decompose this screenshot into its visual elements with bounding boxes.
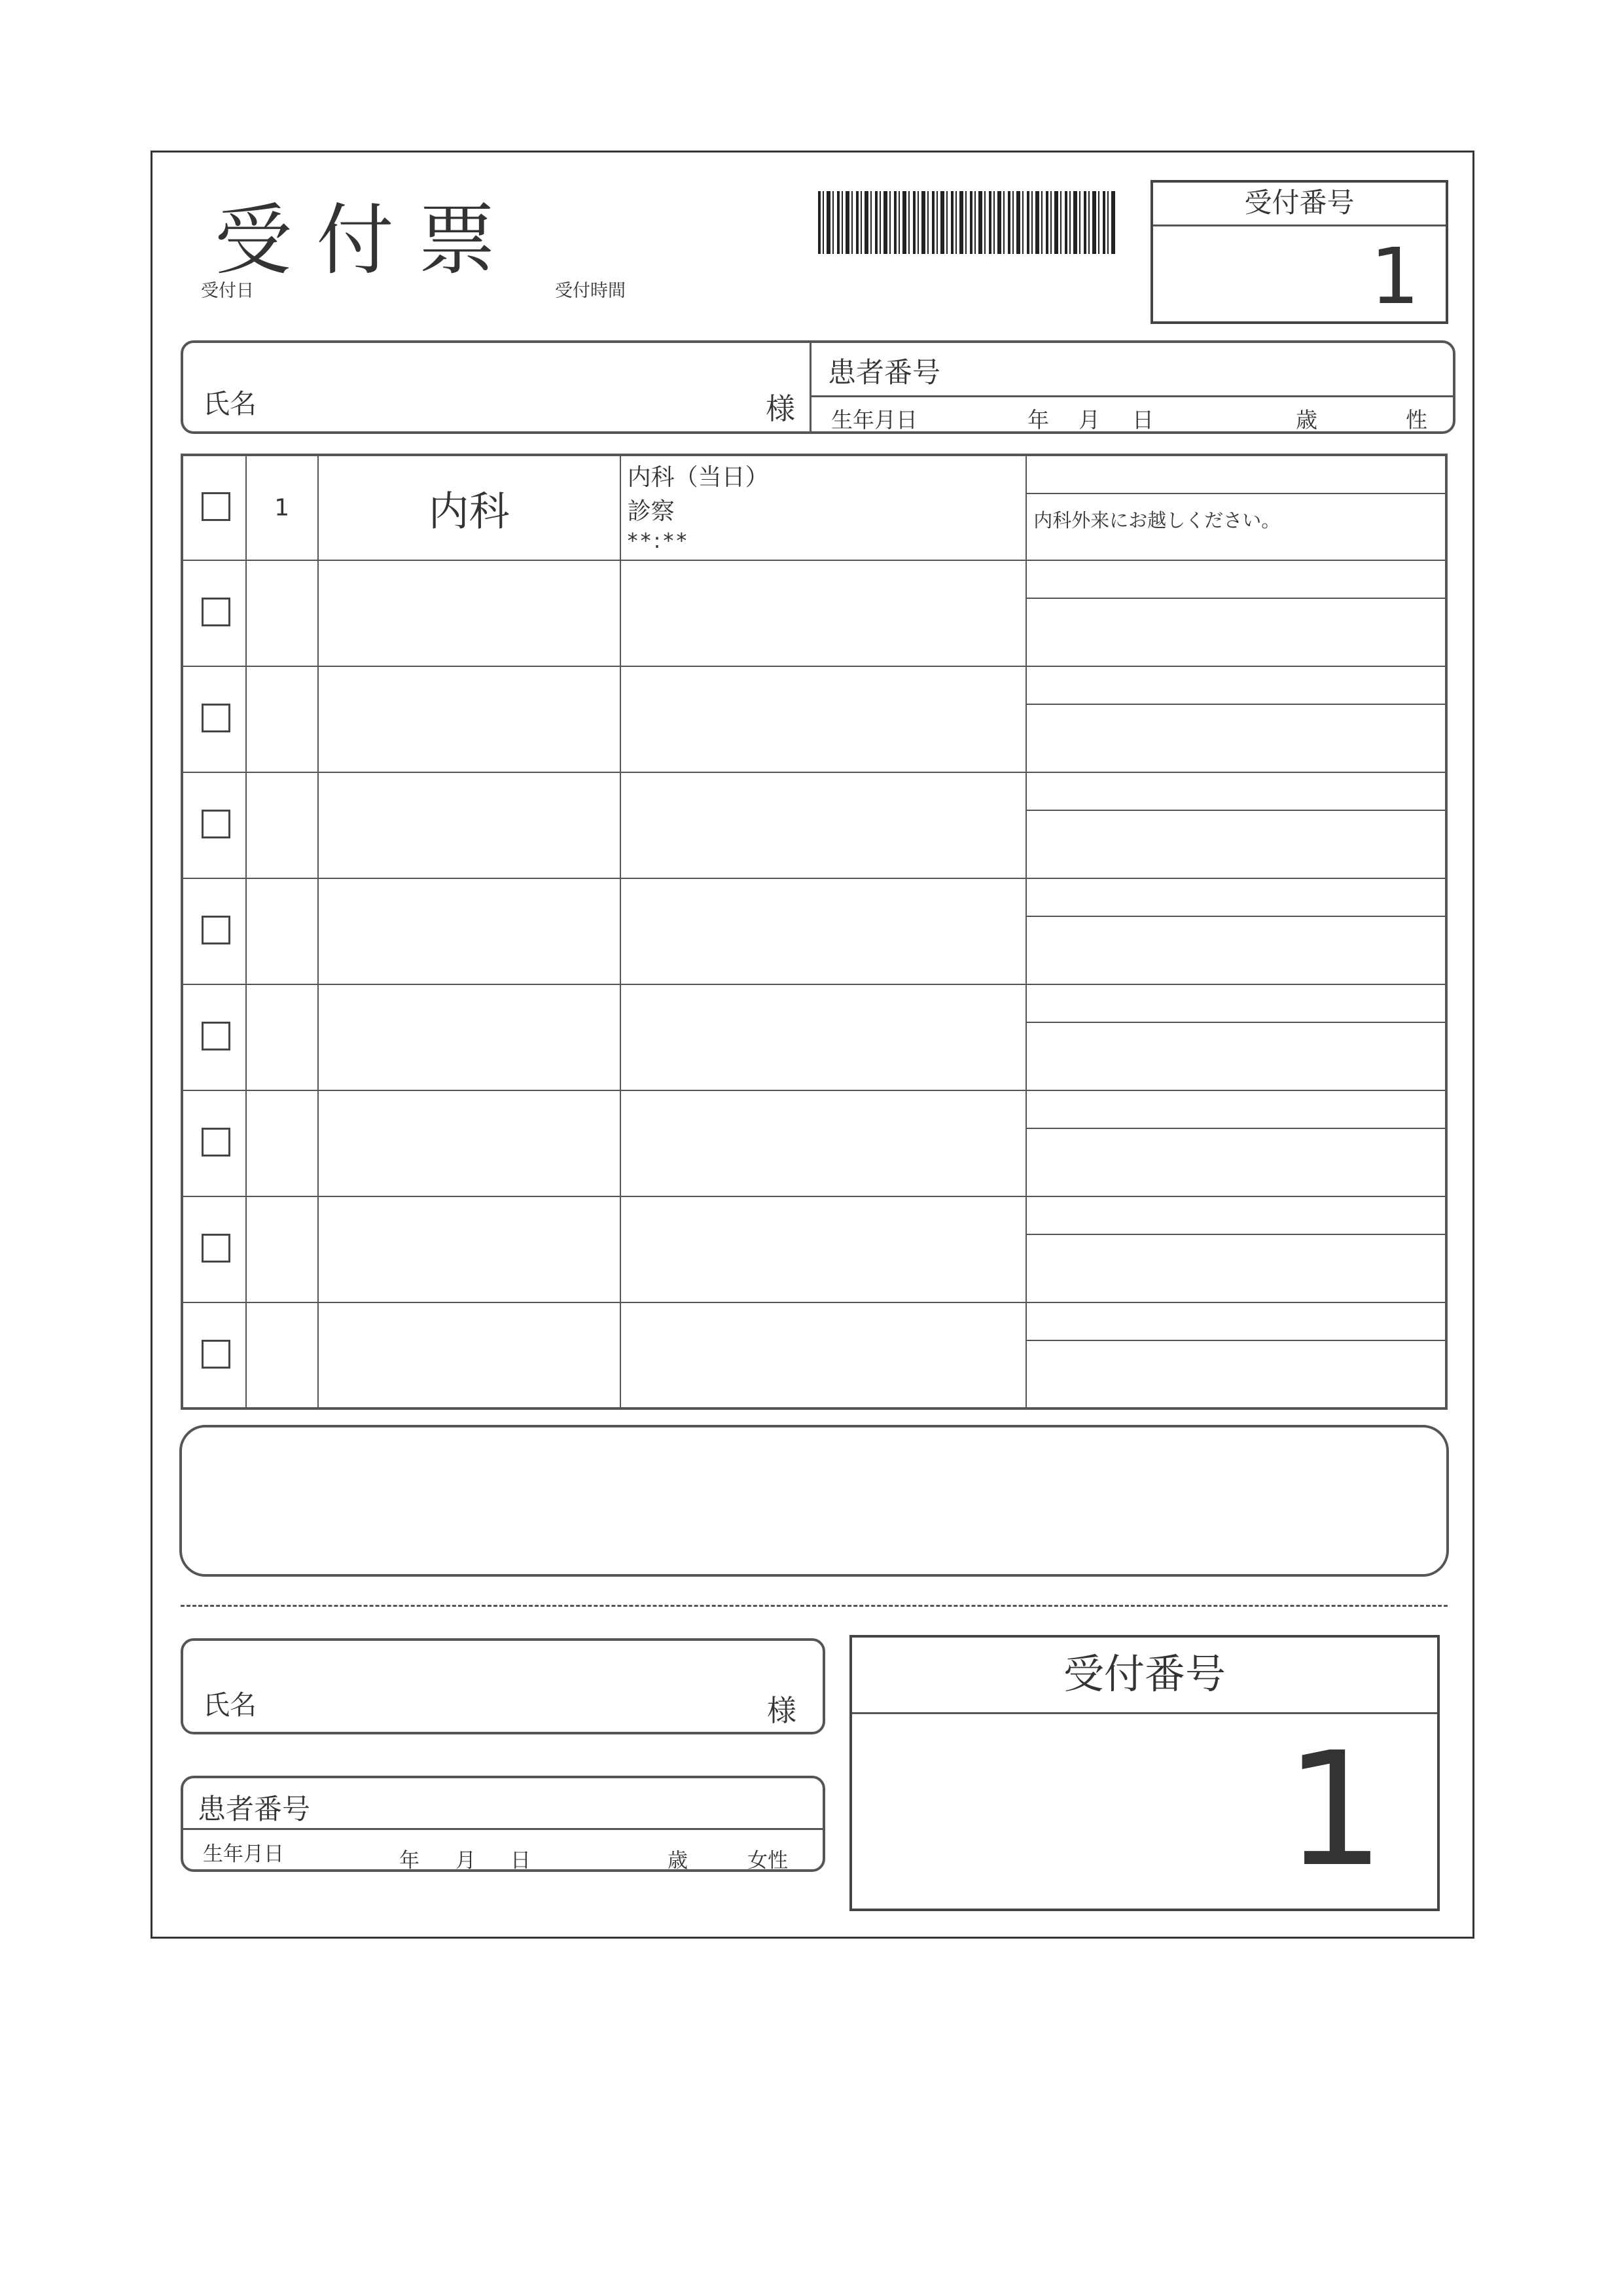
- row-checkbox[interactable]: [202, 1128, 230, 1157]
- no-cell: [246, 455, 318, 560]
- reception-number-label: 受付番号: [1153, 183, 1446, 226]
- reception-date-label: 受付日: [201, 281, 254, 301]
- row-checkbox[interactable]: [202, 1022, 230, 1050]
- patient-info-box: [181, 340, 1455, 434]
- patient-number-label: 患者番号: [828, 357, 940, 389]
- stub-day-label: 日: [510, 1849, 531, 1873]
- stub-sex-label: 女性: [747, 1849, 788, 1873]
- row-checkbox[interactable]: [202, 1340, 230, 1369]
- patient-honorific: 様: [766, 391, 796, 426]
- stub-name-label: 氏名: [203, 1689, 257, 1721]
- reception-number: 1: [1370, 231, 1419, 321]
- age-label: 歳: [1296, 407, 1317, 433]
- month-label: 月: [1079, 407, 1100, 433]
- stub-patient-box: [181, 1776, 825, 1872]
- table-row: [182, 878, 1446, 984]
- reception-time-label: 受付時間: [555, 281, 626, 301]
- detail-line1: 内科（当日）: [627, 464, 769, 491]
- detail-cell: [620, 455, 1027, 560]
- stub-birthdate-label: 生年月日: [203, 1842, 284, 1866]
- stub-honorific: 様: [767, 1693, 797, 1728]
- day-label: 日: [1132, 407, 1154, 433]
- stub-age-label: 歳: [668, 1849, 688, 1873]
- row-checkbox[interactable]: [202, 1234, 230, 1263]
- stub-name-box: [181, 1638, 825, 1734]
- department-name: 内科: [428, 487, 510, 535]
- table-row: [182, 455, 1446, 560]
- department-cell: [318, 455, 620, 560]
- department-list: [181, 454, 1448, 1410]
- slip-title: 受 付 票: [215, 195, 496, 285]
- row-number: 1: [274, 494, 290, 522]
- row-checkbox[interactable]: [202, 598, 230, 626]
- detail-line3: **:**: [627, 528, 690, 553]
- table-row: [182, 1302, 1446, 1408]
- stub-month-label: 月: [455, 1849, 476, 1873]
- remarks-box: [179, 1425, 1449, 1577]
- stub-year-label: 年: [399, 1849, 419, 1873]
- note-cell: [1026, 455, 1446, 560]
- cut-line: [181, 1605, 1448, 1607]
- row-checkbox[interactable]: [202, 492, 230, 521]
- patient-name-label: 氏名: [203, 388, 257, 420]
- stub-reception-number-box: [849, 1635, 1440, 1911]
- check-cell: [182, 455, 246, 560]
- year-label: 年: [1027, 407, 1049, 433]
- row-checkbox[interactable]: [202, 916, 230, 944]
- birthdate-label: 生年月日: [831, 407, 918, 433]
- barcode: [818, 191, 1116, 254]
- table-row: [182, 560, 1446, 666]
- table-row: [182, 1196, 1446, 1302]
- note-text: 内科外来にお越しください。: [1033, 509, 1281, 531]
- row-checkbox[interactable]: [202, 704, 230, 732]
- detail-line2: 診察: [627, 498, 675, 525]
- stub-patient-number-label: 患者番号: [198, 1793, 310, 1826]
- sex-label: 性: [1406, 407, 1427, 433]
- table-row: [182, 666, 1446, 772]
- table-row: [182, 1090, 1446, 1196]
- stub-reception-number-label: 受付番号: [852, 1638, 1437, 1714]
- stub-reception-number: 1: [1285, 1718, 1385, 1901]
- row-checkbox[interactable]: [202, 810, 230, 838]
- reception-number-box: [1150, 180, 1448, 324]
- table-row: [182, 984, 1446, 1090]
- table-row: [182, 772, 1446, 878]
